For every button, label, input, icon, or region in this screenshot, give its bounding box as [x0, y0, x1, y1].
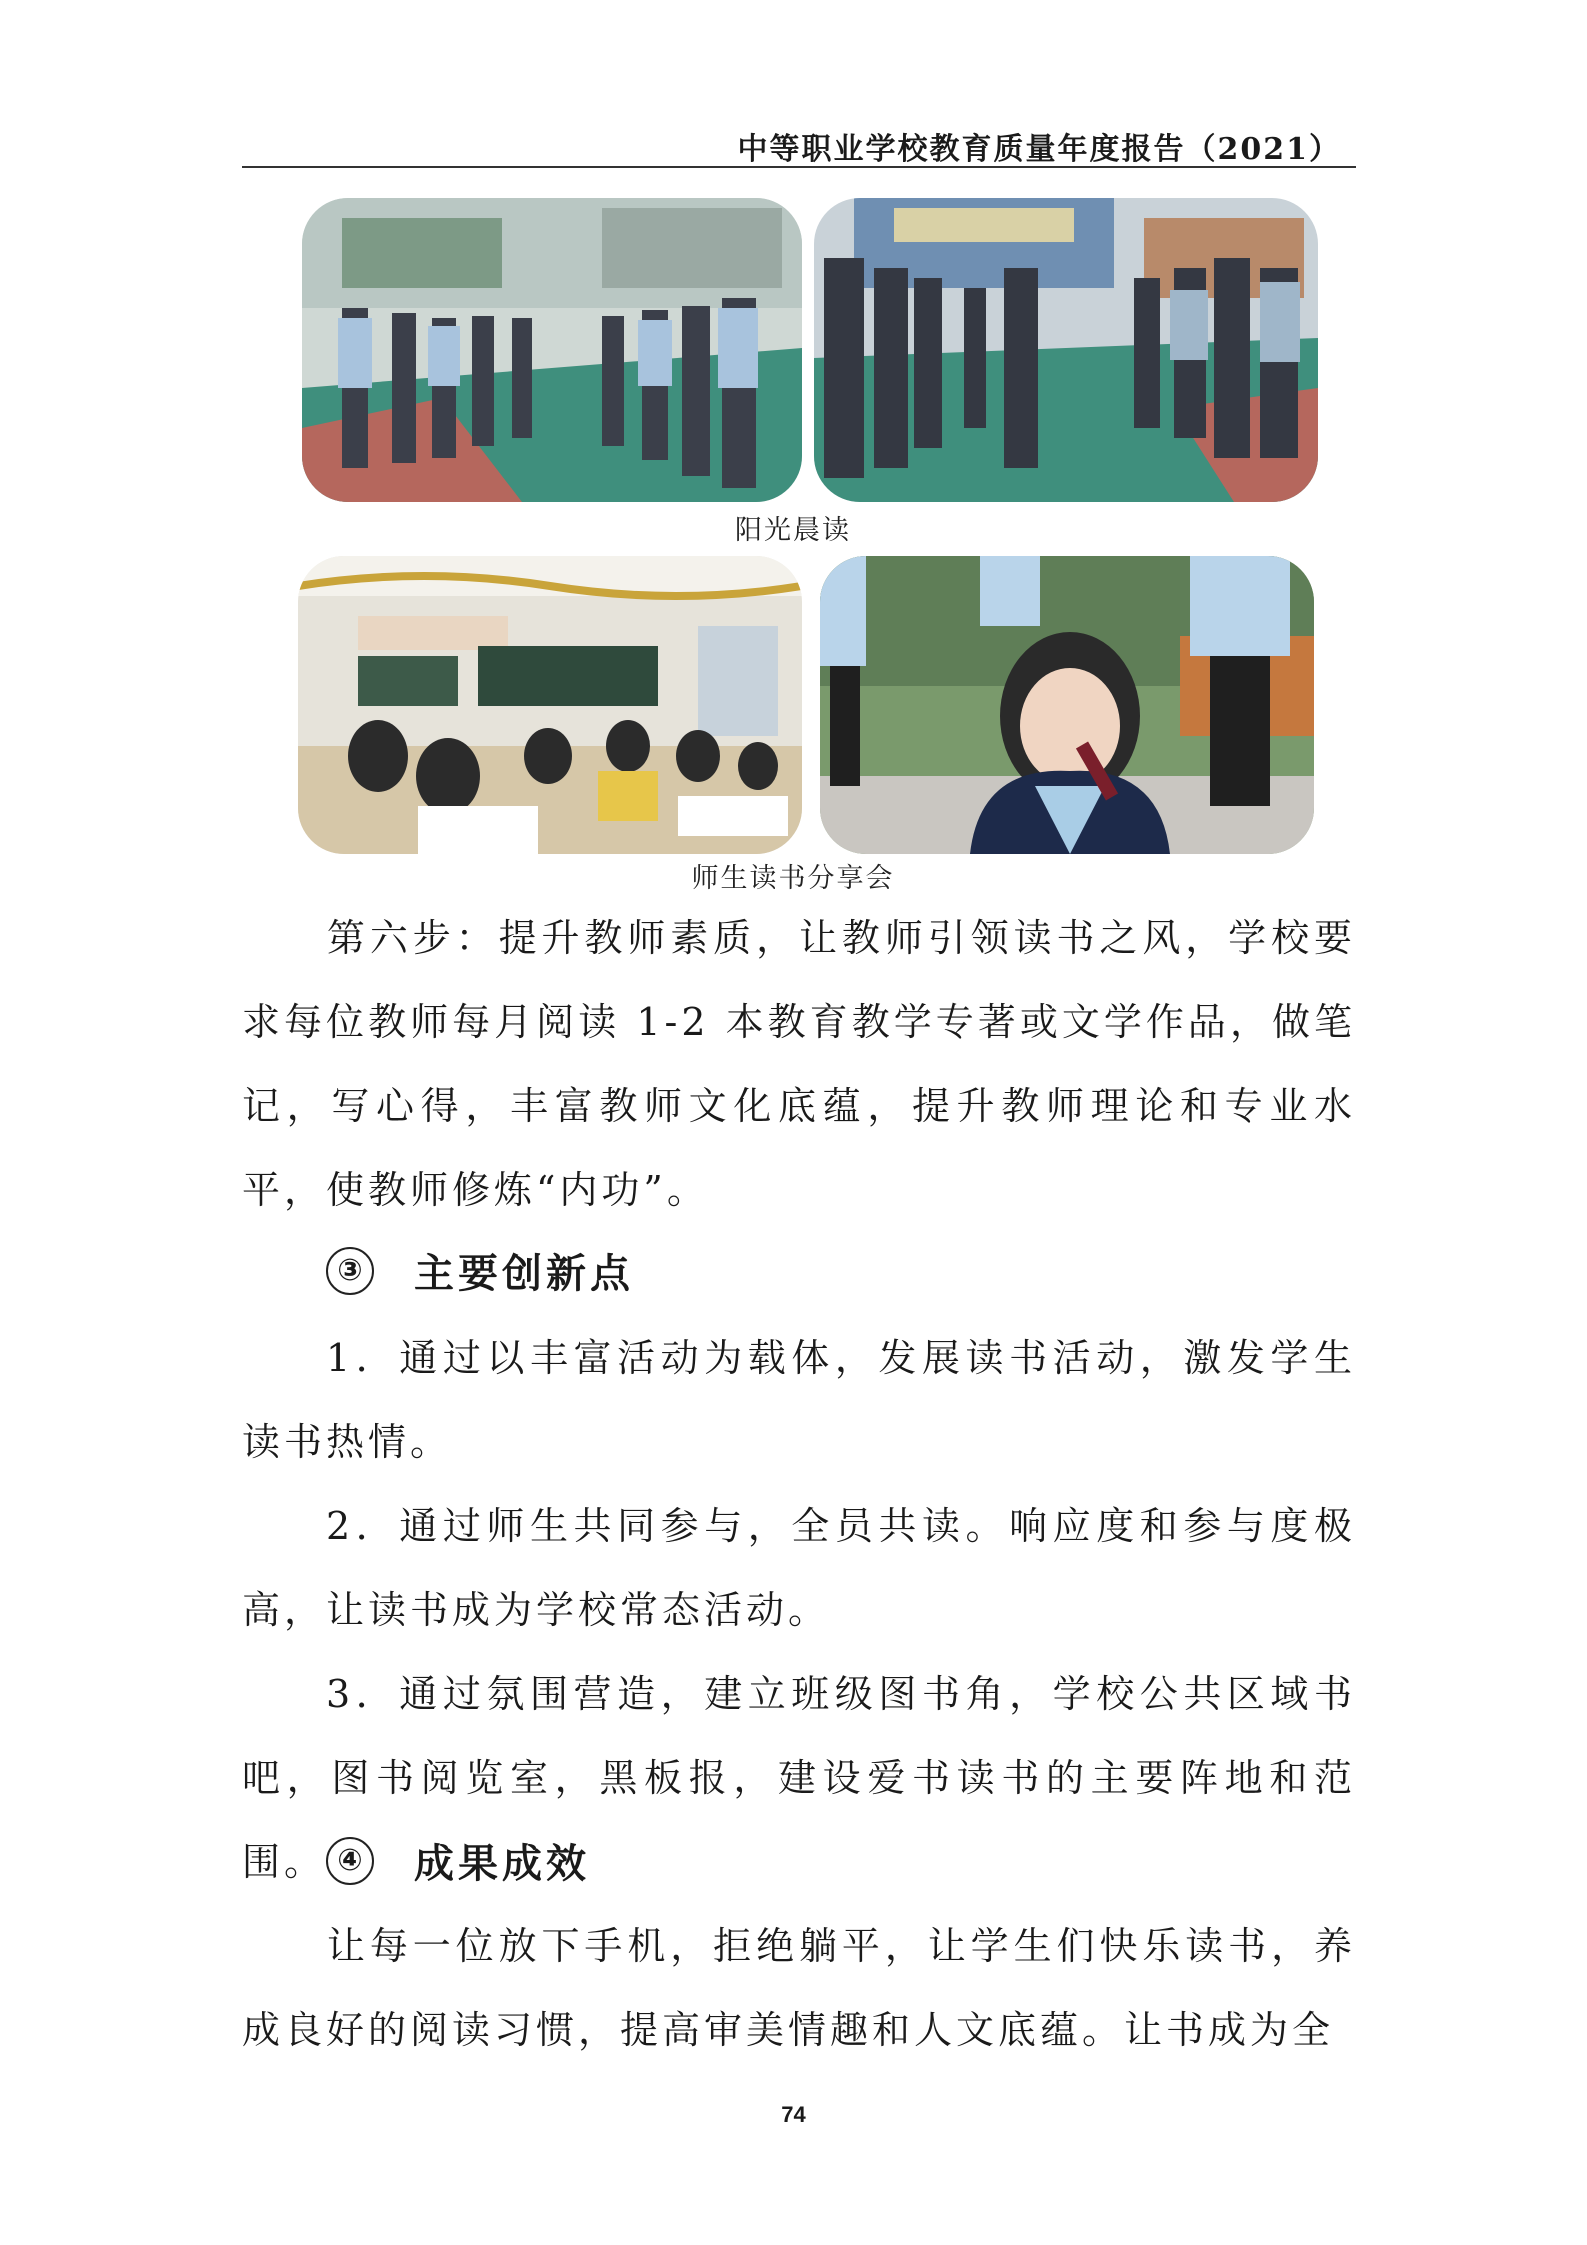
photo-morning-reading-right [814, 198, 1318, 502]
section-heading-results: ④ 成果成效 [326, 1832, 590, 1889]
paragraph-point-3: 3．通过氛围营造，建立班级图书角，学校公共区域书吧，图书阅览室，黑板报，建设爱书读书的主要阵地和范围。 [242, 1672, 1356, 1884]
paragraph-step-six: 第六步：提升教师素质，让教师引领读书之风，学校要求每位教师每月阅读 1-2 本教育教学专著或文学作品，做笔记，写心得，丰富教师文化底蕴，提升教师理论和专业水平，使教师修炼“内功”。 [242, 916, 1356, 1212]
paragraph-point-1: 1．通过以丰富活动为载体，发展读书活动，激发学生读书热情。 [242, 1336, 1356, 1464]
header-divider [242, 166, 1356, 168]
page-header-title: 中等职业学校教育质量年度报告（2021） [737, 132, 1341, 167]
section-number-3: ③ [326, 1247, 374, 1295]
paragraph-results: 让每一位放下手机，拒绝躺平，让学生们快乐读书，养成良好的阅读习惯，提高审美情趣和人文底蕴。让书成为全 [242, 1924, 1356, 2052]
figure-caption-reading-sharing: 师生读书分享会 [691, 863, 895, 894]
section-number-4: ④ [326, 1837, 374, 1885]
photo-student-speaker [820, 556, 1314, 854]
figure-caption-morning-reading: 阳光晨读 [735, 515, 851, 546]
photo-morning-reading-left [302, 198, 802, 502]
page-number: 74 [781, 2102, 806, 2127]
section-heading-innovations: ③ 主要创新点 [326, 1242, 634, 1299]
photo-classroom-sharing [298, 556, 802, 854]
paragraph-point-2: 2．通过师生共同参与，全员共读。响应度和参与度极高，让读书成为学校常态活动。 [242, 1504, 1356, 1632]
